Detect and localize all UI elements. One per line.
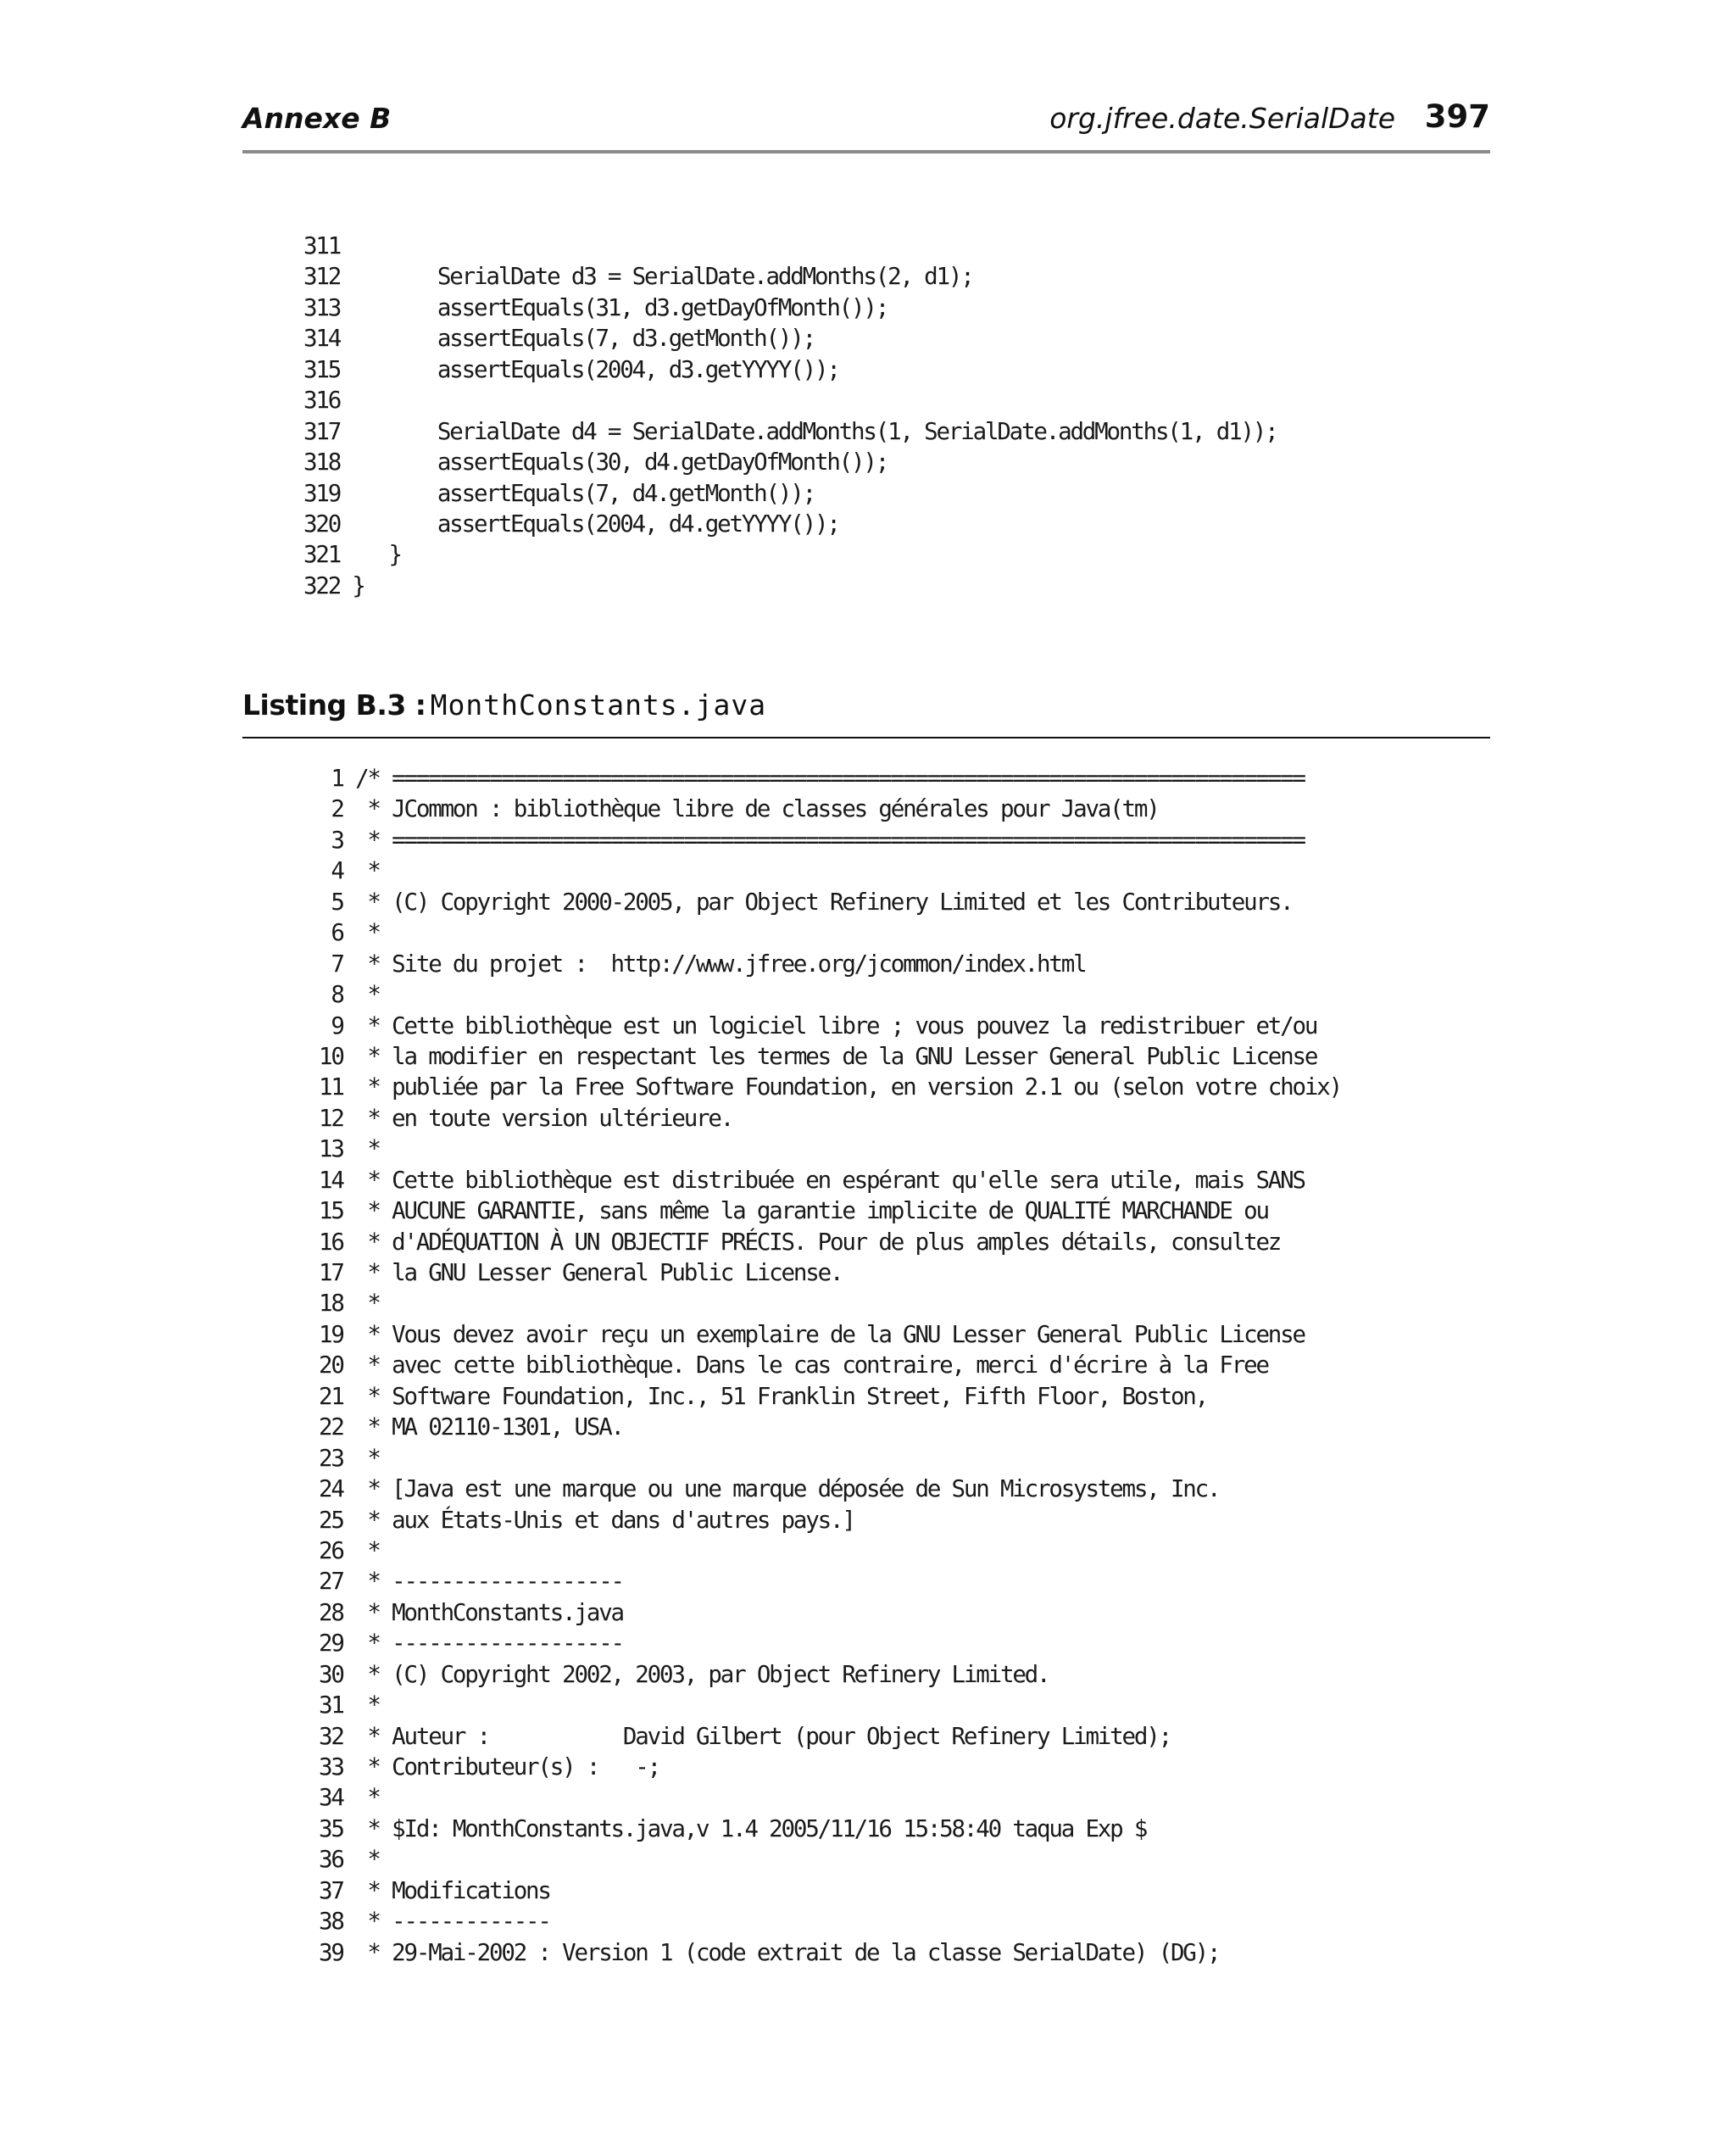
code-listing-month-constants	[319, 763, 1341, 1968]
code-line: 34 *	[319, 1784, 380, 1812]
code-line: 14 * Cette bibliothèque est distribuée en espérant qu'elle sera utile, mais SANS	[319, 1166, 1305, 1194]
code-line: 8 *	[319, 981, 380, 1009]
code-line: 25 * aux États-Unis et dans d'autres pays.]	[319, 1506, 854, 1534]
code-line: 3 * ===========================================================================	[319, 826, 1305, 854]
code-line: 314 assertEquals(7, d3.getMonth());	[303, 325, 815, 353]
code-line: 19 * Vous devez avoir reçu un exemplaire de la GNU Lesser General Public License	[319, 1320, 1305, 1348]
section-title: org.jfree.date.SerialDate	[1049, 102, 1395, 135]
code-line: 2 * JCommon : bibliothèque libre de classes générales pour Java(tm)	[319, 795, 1159, 823]
header-rule	[242, 150, 1490, 153]
code-line: 6 *	[319, 919, 380, 947]
code-line: 36 *	[319, 1846, 380, 1874]
code-line: 311	[303, 232, 341, 259]
code-line: 24 * [Java est une marque ou une marque déposée de Sun Microsystems, Inc.	[319, 1475, 1220, 1503]
code-line: 38 * -------------	[319, 1908, 550, 1936]
code-line: 315 assertEquals(2004, d3.getYYYY());	[303, 355, 839, 383]
code-line: 18 *	[319, 1290, 380, 1318]
code-line: 35 * $Id: MonthConstants.java,v 1.4 2005/11/16 15:58:40 taqua Exp $	[319, 1814, 1147, 1842]
code-line: 321 }	[303, 541, 401, 569]
code-line: 316	[303, 387, 341, 415]
code-line: 318 assertEquals(30, d4.getDayOfMonth());	[303, 449, 888, 476]
code-line: 9 * Cette bibliothèque est un logiciel libre ; vous pouvez la redistribuer et/ou	[319, 1011, 1317, 1039]
code-line: 39 * 29-Mai-2002 : Version 1 (code extrait de la classe SerialDate) (DG);	[319, 1938, 1220, 1966]
listing-rule	[242, 737, 1490, 738]
code-line: 17 * la GNU Lesser General Public License.	[319, 1259, 843, 1286]
chapter-title: Annexe B	[242, 102, 392, 135]
running-header	[242, 98, 1490, 141]
code-line: 5 * (C) Copyright 2000-2005, par Object Refinery Limited et les Contributeurs.	[319, 888, 1293, 916]
code-line: 322 }	[303, 571, 364, 599]
code-line: 11 * publiée par la Free Software Foundation, en version 2.1 ou (selon votre choix)	[319, 1073, 1341, 1101]
code-line: 319 assertEquals(7, d4.getMonth());	[303, 479, 815, 507]
code-line: 37 * Modifications	[319, 1876, 550, 1904]
code-line: 12 * en toute version ultérieure.	[319, 1104, 733, 1132]
page-number: 397	[1424, 98, 1490, 135]
code-line: 26 *	[319, 1536, 380, 1564]
code-line: 23 *	[319, 1444, 380, 1472]
code-line: 31 *	[319, 1691, 380, 1719]
code-line: 313 assertEquals(31, d3.getDayOfMonth());	[303, 293, 888, 321]
code-line: 27 * -------------------	[319, 1568, 623, 1596]
code-line: 22 * MA 02110-1301, USA.	[319, 1413, 623, 1441]
code-line: 16 * d'ADÉQUATION À UN OBJECTIF PRÉCIS. Pour de plus amples détails, consultez	[319, 1228, 1281, 1256]
code-line: 32 * Auteur : David Gilbert (pour Object Refinery Limited);	[319, 1722, 1171, 1750]
code-line: 28 * MonthConstants.java	[319, 1598, 623, 1626]
code-line: 30 * (C) Copyright 2002, 2003, par Object Refinery Limited.	[319, 1660, 1049, 1688]
code-line: 320 assertEquals(2004, d4.getYYYY());	[303, 510, 839, 538]
listing-label: Listing B.3 :	[242, 688, 426, 722]
code-line: 21 * Software Foundation, Inc., 51 Franklin Street, Fifth Floor, Boston,	[319, 1382, 1208, 1410]
code-line: 29 * -------------------	[319, 1630, 623, 1658]
code-line: 7 * Site du projet : http://www.jfree.org/jcommon/index.html	[319, 950, 1086, 978]
code-line: 1 /* ===========================================================================	[319, 765, 1305, 792]
listing-caption	[242, 688, 766, 726]
code-line: 312 SerialDate d3 = SerialDate.addMonths(2, d1);	[303, 263, 973, 291]
listing-filename: MonthConstants.java	[430, 688, 767, 722]
code-line: 4 *	[319, 857, 380, 885]
code-line: 15 * AUCUNE GARANTIE, sans même la garantie implicite de QUALITÉ MARCHANDE ou	[319, 1197, 1268, 1225]
code-line: 10 * la modifier en respectant les termes de la GNU Lesser General Public License	[319, 1042, 1317, 1070]
code-line: 317 SerialDate d4 = SerialDate.addMonths(1, SerialDate.addMonths(1, d1));	[303, 417, 1277, 445]
code-line: 13 *	[319, 1135, 380, 1163]
code-line: 20 * avec cette bibliothèque. Dans le cas contraire, merci d'écrire à la Free	[319, 1351, 1268, 1379]
code-listing-continued	[303, 231, 1277, 601]
code-line: 33 * Contributeur(s) : -;	[319, 1753, 659, 1781]
